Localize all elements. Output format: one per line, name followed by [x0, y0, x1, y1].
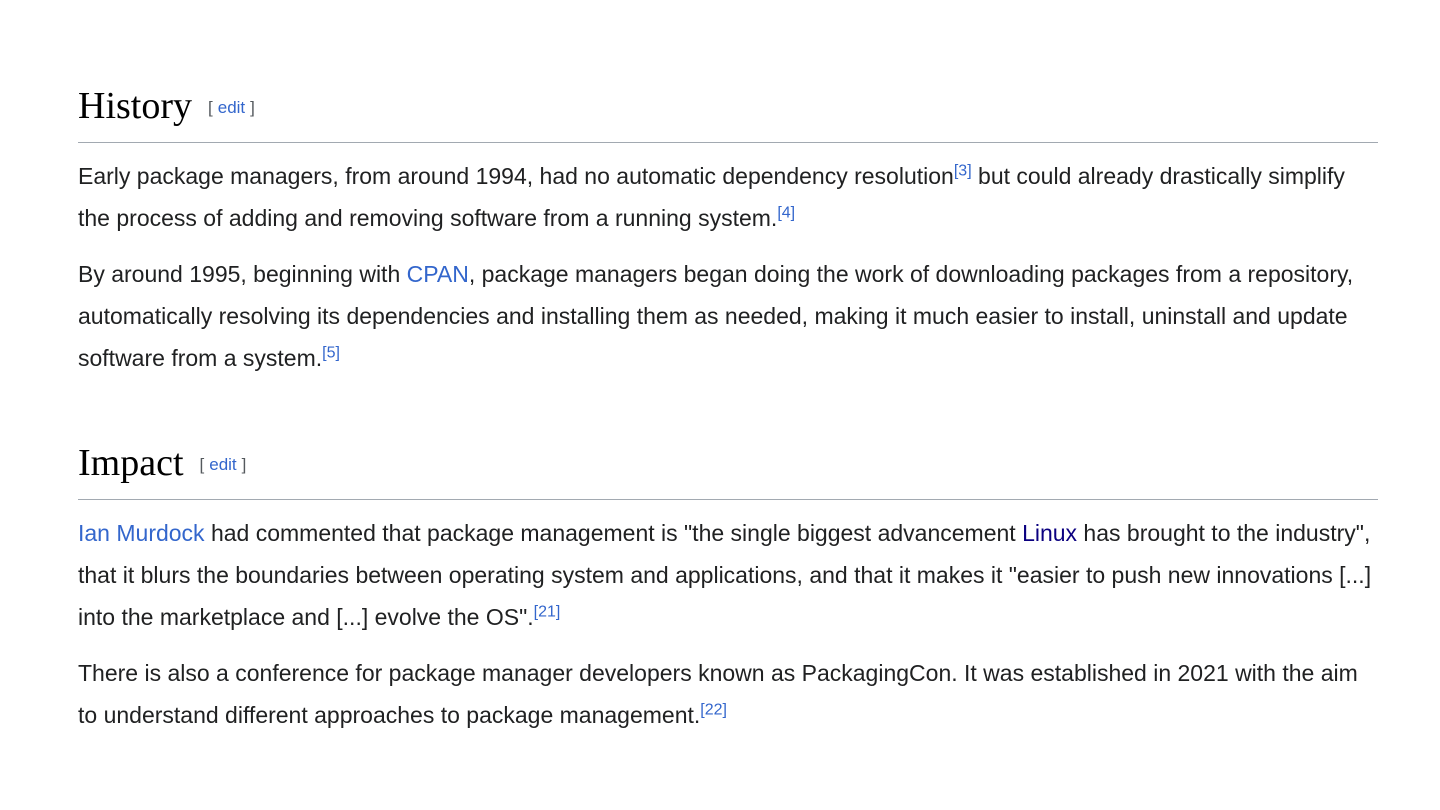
impact-heading-title: Impact [78, 442, 184, 484]
edit-bracket-open: [ [208, 98, 213, 117]
section-impact [78, 441, 1378, 736]
text-run: There is also a conference for package manager developers known as PackagingCon. It was established in 2021 with the aim to understand different approaches to package management. [78, 660, 1358, 728]
article-content [78, 0, 1378, 750]
paragraph-history-1 [78, 155, 1378, 239]
text-run: has brought to the industry", that it blurs the boundaries between operating system and applications, and that it makes it "easier to push new innovations [...] into the marketplace and [...] evolve the OS". [78, 520, 1372, 630]
text-run: had commented that package management is "the single biggest advancement [204, 520, 1023, 546]
edit-bracket-open: [ [199, 455, 205, 474]
link-cpan[interactable]: CPAN [406, 261, 469, 287]
section-history [78, 84, 1378, 379]
text-run: but could already drastically simplify the process of adding and removing software from a running system. [78, 163, 1345, 231]
link-linux[interactable]: Linux [1022, 520, 1078, 546]
reference-4 [777, 204, 795, 221]
impact-edit-link[interactable]: edit [209, 455, 237, 474]
paragraph-history-2 [78, 253, 1378, 379]
reference-5 [322, 344, 340, 361]
text-run: By around 1995, beginning with [78, 261, 407, 287]
text-run: , package managers began doing the work of downloading packages from a repository, automatically resolving its dependencies and installing them as needed, making it much easier to install, uninstall and update software from a system. [78, 261, 1354, 371]
reference-21 [534, 603, 561, 620]
reference-3 [954, 162, 972, 179]
link-ian-murdock[interactable]: Ian Murdock [78, 520, 205, 546]
edit-bracket-close: ] [241, 455, 247, 474]
impact-heading [78, 441, 1378, 500]
paragraph-impact-1 [78, 512, 1378, 638]
text-run: Early package managers, from around 1994, had no automatic dependency resolution [78, 163, 954, 189]
reference-22 [700, 701, 727, 718]
reference-22-link[interactable]: [22] [700, 701, 727, 719]
reference-21-link[interactable]: [21] [533, 603, 561, 621]
edit-bracket-close: ] [250, 98, 255, 117]
history-heading [78, 84, 1378, 143]
history-editsection [208, 98, 255, 117]
history-heading-title: History [78, 85, 192, 127]
reference-3-link[interactable]: [3] [953, 162, 972, 180]
reference-4-link[interactable]: [4] [777, 204, 796, 222]
paragraph-impact-2 [78, 652, 1378, 736]
reference-5-link[interactable]: [5] [322, 344, 340, 362]
history-edit-link[interactable]: edit [217, 98, 246, 117]
impact-editsection [200, 455, 247, 474]
